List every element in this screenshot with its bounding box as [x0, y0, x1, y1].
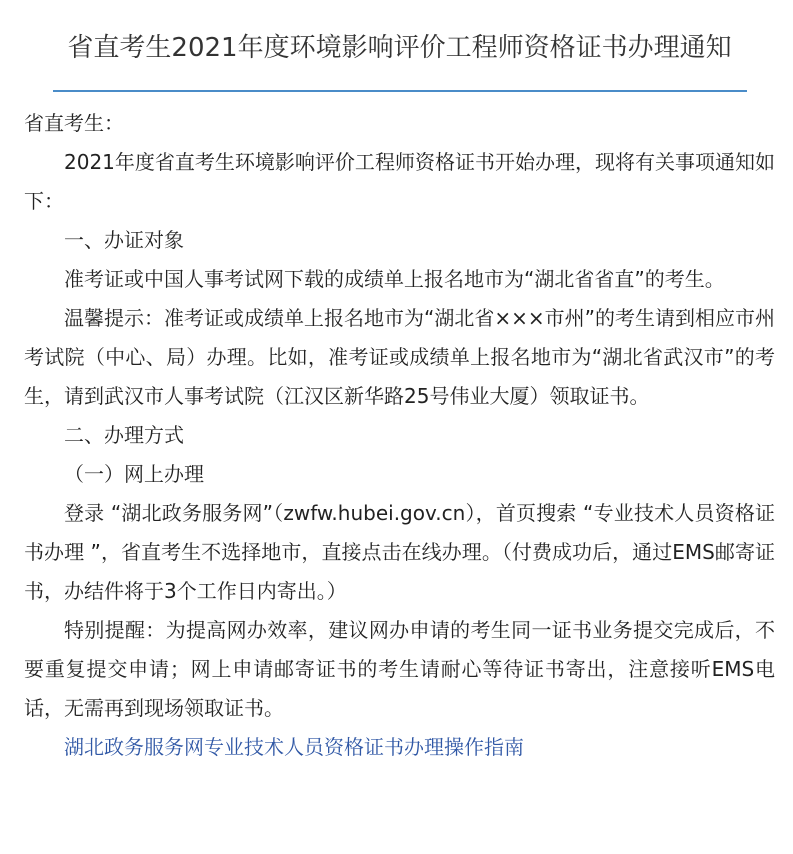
section-heading-applicants: 一、办证对象 — [64, 228, 184, 252]
page-title: 省直考生2021年度环境影响评价工程师资格证书办理通知 — [67, 33, 732, 63]
salutation: 省直考生： — [24, 111, 124, 135]
applicants-paragraph: 准考证或中国人事考试网下载的成绩单上报名地市为“湖北省省直”的考生。 — [64, 267, 725, 291]
special-reminder-paragraph: 特别提醒：为提高网办效率，建议网办申请的考生同一证书业务提交完成后，不要重复提交申请；网上申请邮寄证书的考生请耐心等待证书寄出，注意接听EMS电话，无需再到现场领取证书。 — [24, 618, 775, 720]
intro-paragraph: 2021年度省直考生环境影响评价工程师资格证书开始办理，现将有关事项通知如下： — [24, 150, 775, 213]
reminder-paragraph: 温馨提示：准考证或成绩单上报名地市为“湖北省×××市州”的考生请到相应市州考试院（中心、局）办理。比如，准考证或成绩单上报名地市为“湖北省武汉市”的考生，请到武汉市人事考试院（江汉区新华路25号伟业大厦）领取证书。 — [24, 306, 775, 408]
online-paragraph: 登录 “湖北政务服务网”（zwfw.hubei.gov.cn），首页搜索 “专业技术人员资格证书办理 ”，省直考生不选择地市，直接点击在线办理。（付费成功后，通过EMS邮寄证书，办结件将于3个工作日内寄出。） — [24, 501, 775, 603]
article-body — [24, 104, 775, 767]
guide-link-paragraph — [24, 728, 775, 767]
section-heading-method: 二、办理方式 — [64, 423, 184, 447]
title-divider — [53, 90, 747, 92]
guide-link[interactable]: 湖北政务服务网专业技术人员资格证书办理操作指南 — [64, 735, 524, 759]
subsection-heading-online: （一）网上办理 — [64, 462, 204, 486]
